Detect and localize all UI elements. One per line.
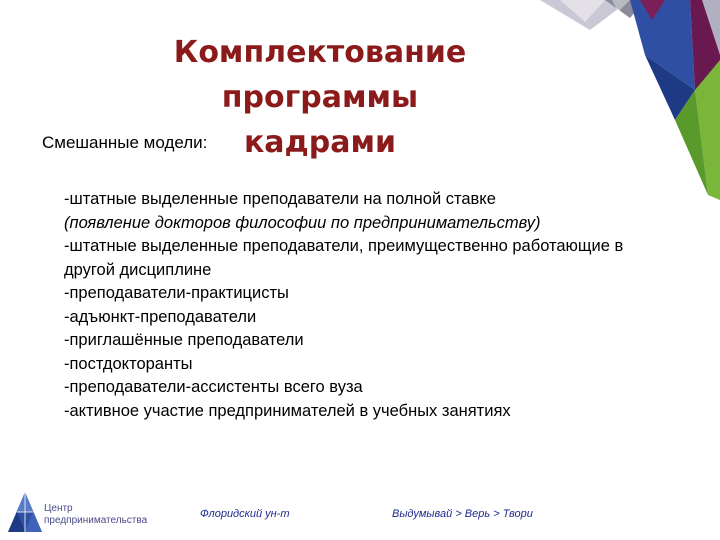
logo-line-2: предпринимательства bbox=[44, 515, 148, 526]
list-item bbox=[64, 400, 664, 424]
center-logo-icon bbox=[8, 492, 42, 536]
list-item-text: -приглашённые преподаватели bbox=[64, 331, 304, 349]
list-item bbox=[64, 306, 664, 330]
list-item-text: -штатные выделенные преподаватели на полной ставке bbox=[64, 190, 496, 208]
title-line-1: Комплектование программы bbox=[173, 35, 467, 115]
title-line-2: кадрами bbox=[243, 125, 397, 160]
list-item-note: (появление докторов философии по предпринимательству) bbox=[64, 213, 541, 232]
list-item-text: -адъюнкт-преподаватели bbox=[64, 307, 257, 326]
list-item bbox=[64, 282, 664, 306]
list-item bbox=[64, 353, 664, 377]
list-item bbox=[64, 188, 664, 235]
list-item bbox=[64, 235, 664, 282]
list-item-text: -преподаватели-ассистенты всего вуза bbox=[64, 378, 363, 396]
list-item-text: -активное участие предпринимателей в учебных занятиях bbox=[64, 401, 511, 420]
list-item bbox=[64, 376, 664, 400]
footer-motto: Выдумывай > Верь > Твори bbox=[392, 508, 533, 520]
list-item-text: -преподаватели-практицисты bbox=[64, 284, 289, 302]
logo-line-1: Центр bbox=[44, 503, 73, 514]
models-list bbox=[64, 188, 664, 423]
center-logo-text bbox=[44, 503, 147, 527]
list-item bbox=[64, 329, 664, 353]
subtitle: Смешанные модели: bbox=[42, 133, 208, 152]
list-item-text: -постдокторанты bbox=[64, 354, 193, 373]
list-item-text: -штатные выделенные преподаватели, преимущественно работающие в другой дисциплине bbox=[64, 237, 624, 279]
footer-university: Флоридский ун-т bbox=[200, 508, 290, 520]
